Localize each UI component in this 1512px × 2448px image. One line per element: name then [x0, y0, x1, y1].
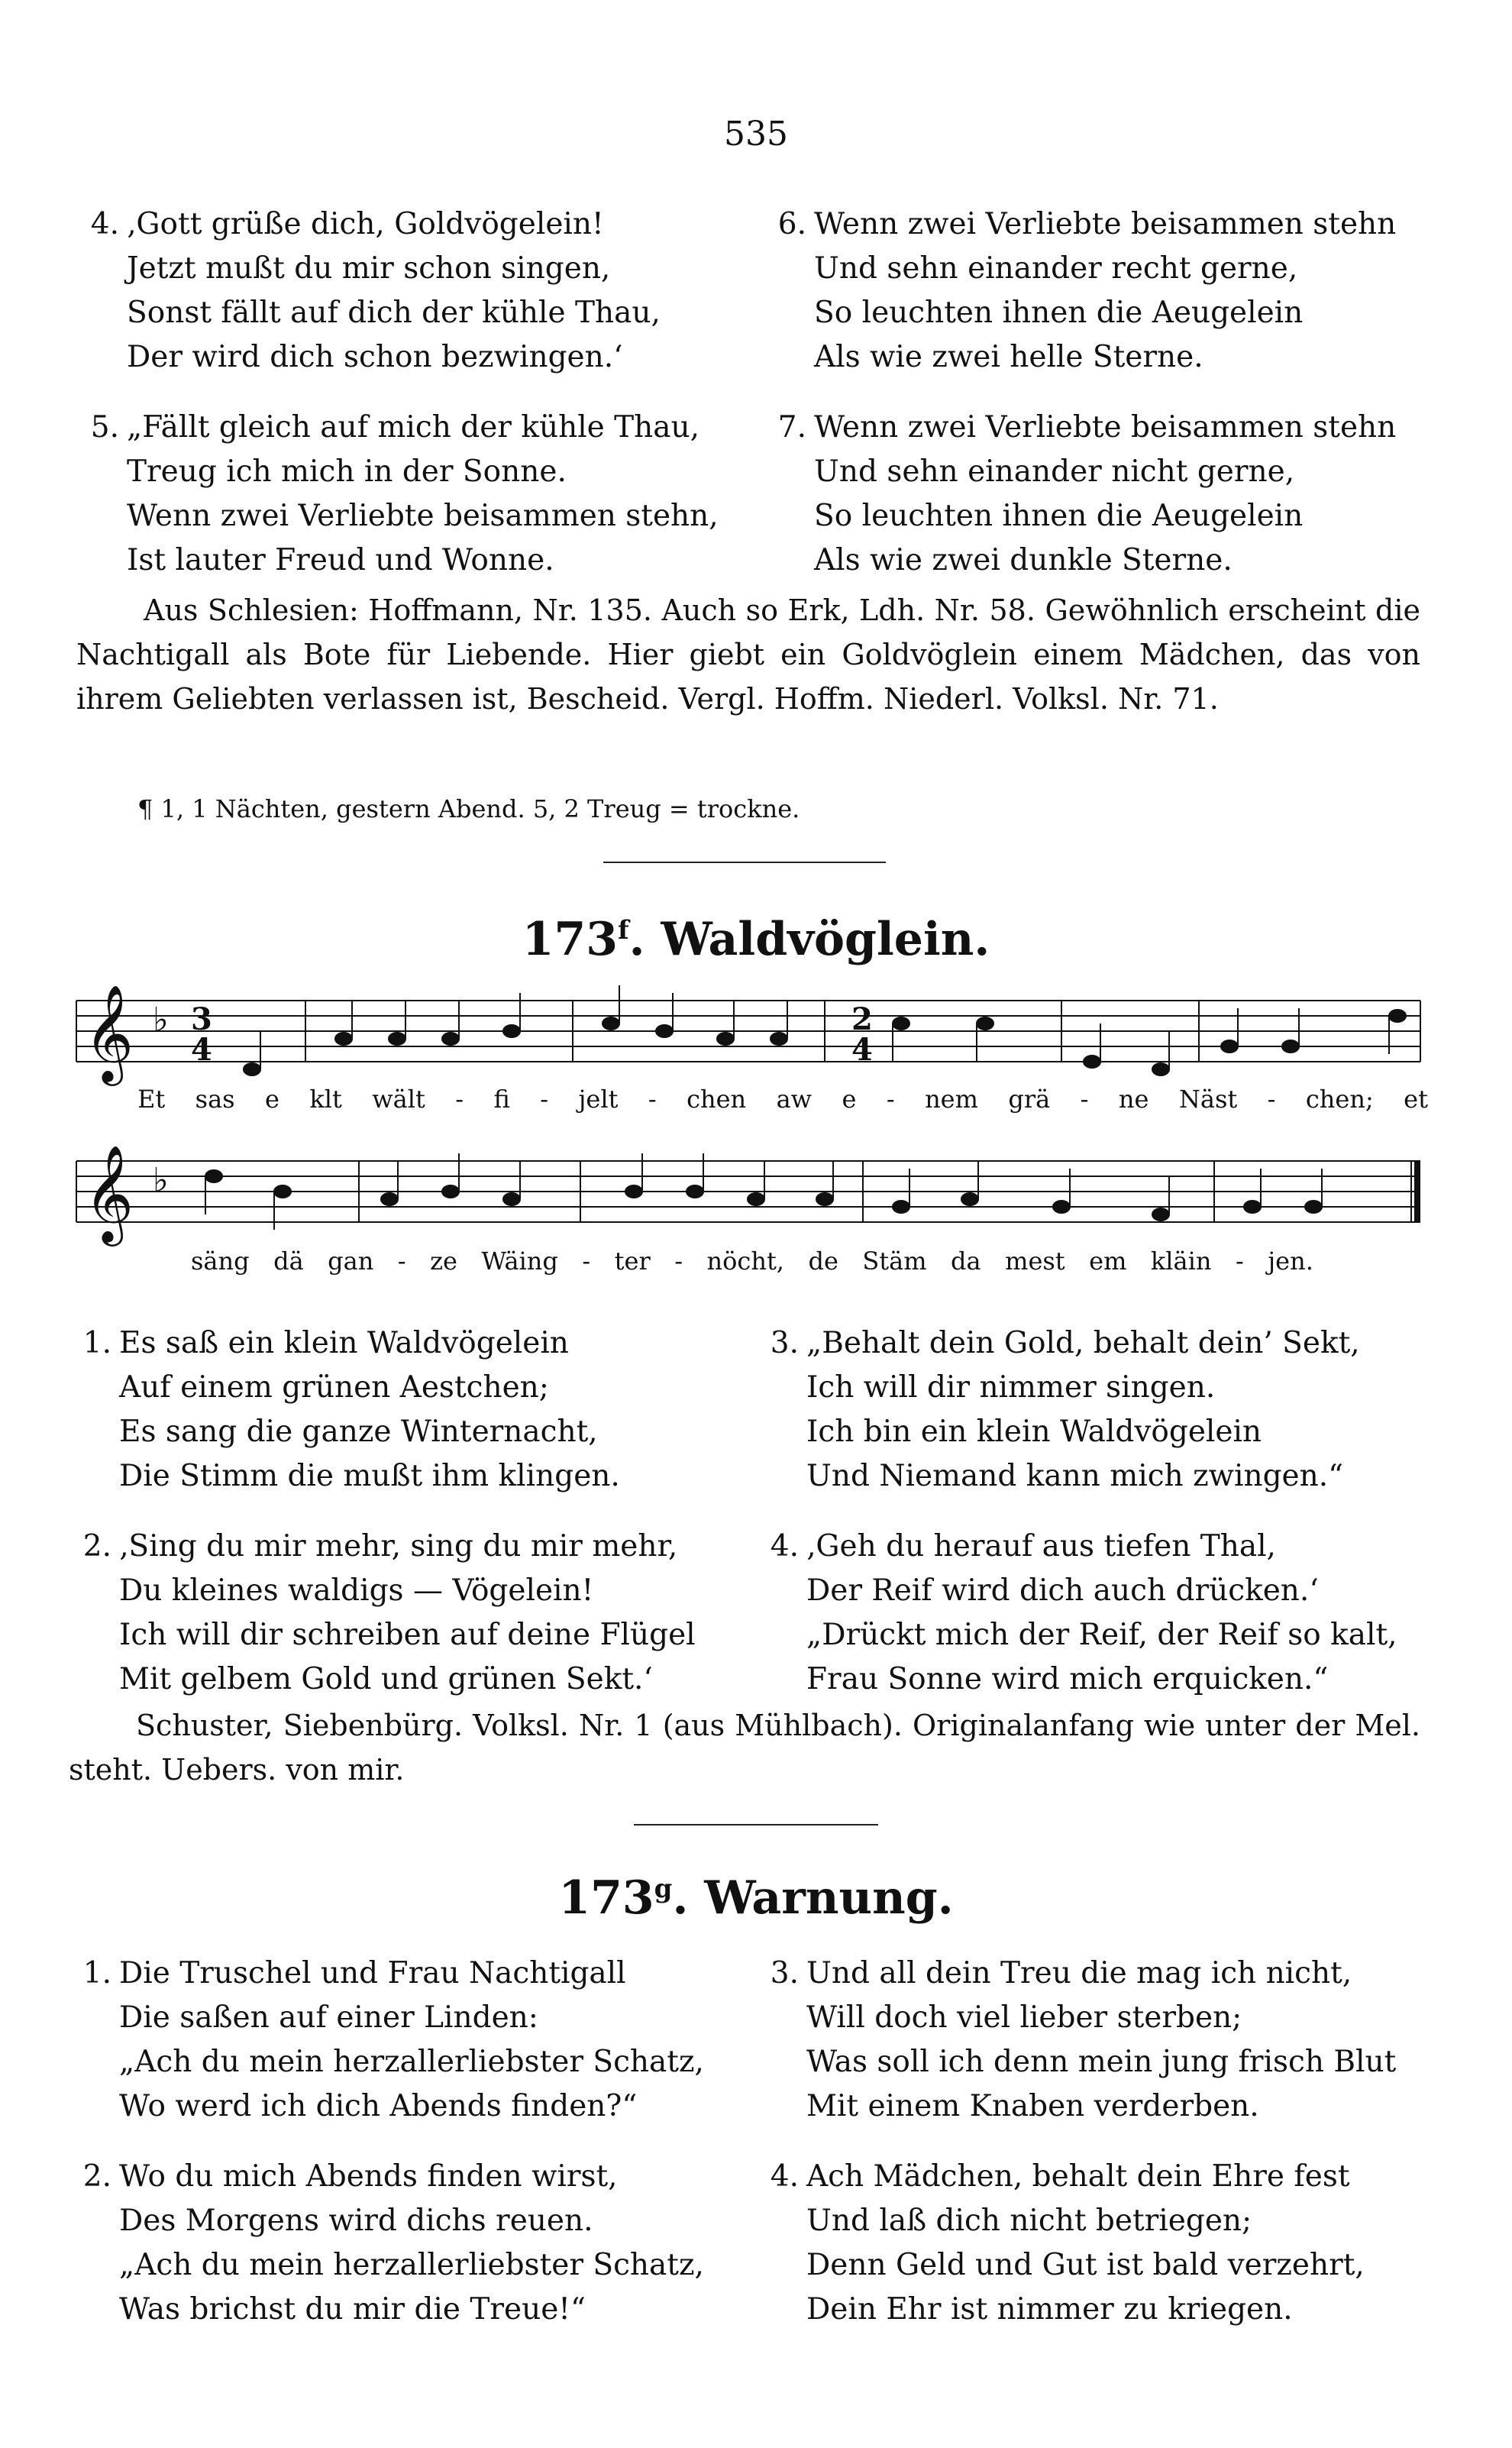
lyrics-line-1: Et sas e klt wält - fi - jelt - chen aw e - nem grä - ne Näst - chen; et — [137, 1085, 1428, 1114]
section2-right-column — [756, 1321, 1397, 1728]
stanza-number: 1. — [82, 1326, 111, 1360]
stanza-4: 4. Ach Mädchen, behalt dein Ehre fest Und laß dich nicht betriegen; Denn Geld und Gut ist bald verzehrt, Dein Ehr ist nimmer zu kriegen. — [756, 2155, 1396, 2332]
source-note-2: Schuster, Siebenbürg. Volksl. Nr. 1 (aus Mühlbach). Originalanfang wie unter der Mel. steht. Uebers. von mir. — [69, 1709, 1420, 1787]
verse-line: Und sehn einander recht gerne, — [814, 251, 1298, 286]
stanza-6 — [764, 202, 1396, 380]
lyrics-line-2: säng dä gan - ze Wäing - ter - nöcht, de Stäm da mest em kläin - jen. — [191, 1247, 1313, 1276]
stanza-1: 1. Die Truschel und Frau Nachtigall Die saßen auf einer Linden: „Ach du mein herzallerliebster Schatz, Wo werd ich dich Abends finden?“ — [69, 1952, 704, 2129]
svg-text:♭: ♭ — [153, 1161, 169, 1200]
stanza-number: 1. — [82, 1956, 111, 1990]
footnote: ¶ 1, 1 Nächten, gestern Abend. 5, 2 Treug = trockne. — [137, 794, 800, 823]
song-title-173f: 173$^f$. Waldvöglein. — [522, 913, 990, 966]
verse-line: Jetzt mußt du mir schon singen, — [127, 251, 611, 286]
stanza-number: 2. — [82, 2159, 111, 2194]
stanza-number: 7. — [777, 410, 806, 445]
verse-line: Treug ich mich in der Sonne. — [127, 454, 567, 489]
time-signature-numerator: 3 — [191, 1001, 212, 1037]
verse-line: Sonst fällt auf dich der kühle Thau, — [127, 296, 661, 330]
verse-line: Und sehn einander nicht gerne, — [814, 454, 1295, 489]
stanza-number: 6. — [777, 207, 806, 241]
section1-left-column — [76, 202, 719, 609]
song-title-text: Waldvöglein. — [661, 913, 990, 966]
section3-left-column — [69, 1952, 704, 2358]
verse-line: 6. Wenn zwei Verliebte beisammen stehn — [764, 202, 1396, 247]
section1-right-column — [764, 202, 1396, 609]
verse-line: 4. ‚Gott grüße dich, Goldvögelein! — [76, 202, 719, 247]
stanza-number: 4. — [770, 2159, 799, 2194]
divider — [634, 1824, 878, 1825]
stanza-number: 3. — [770, 1956, 799, 1990]
stanza-4: 4. ‚Geh du herauf aus tiefen Thal, Der Reif wird dich auch drücken.‘ „Drückt mich der Reif, der Reif so kalt, Frau Sonne wird mich erquicken.“ — [756, 1525, 1397, 1702]
stanza-2: 2. Wo du mich Abends finden wirst, Des Morgens wird dichs reuen. „Ach du mein herzallerliebster Schatz, Was brichst du mir die Treue!“ — [69, 2155, 704, 2332]
stanza-number: 3. — [770, 1326, 799, 1360]
divider — [603, 862, 886, 863]
svg-text:4: 4 — [851, 1032, 873, 1068]
stanza-number: 4. — [770, 1529, 799, 1564]
stanza-7 — [764, 406, 1396, 583]
verse-line: Als wie zwei dunkle Sterne. — [814, 543, 1233, 577]
svg-text:𝄞: 𝄞 — [84, 985, 134, 1082]
verse-line: 7. Wenn zwei Verliebte beisammen stehn — [764, 406, 1396, 450]
section2-left-column — [69, 1321, 696, 1728]
svg-text:𝄞: 𝄞 — [84, 1146, 134, 1242]
verse-line: Ist lauter Freud und Wonne. — [127, 543, 554, 577]
time-signature-denominator: 4 — [191, 1032, 212, 1068]
svg-text:♭: ♭ — [153, 1001, 169, 1040]
source-note-1: Aus Schlesien: Hoffmann, Nr. 135. Auch so Erk, Ldh. Nr. 58. Gewöhnlich erscheint die Nachtigall als Bote für Liebende. Hier giebt ein Goldvöglein einem Mädchen, das von ihrem Geliebten verlassen ist, Bescheid. Vergl. Hoffm. Niederl. Volksl. Nr. 71. — [76, 593, 1420, 716]
stanza-number: 5. — [90, 410, 119, 445]
stanza-4 — [76, 202, 719, 380]
section3-right-column — [756, 1952, 1396, 2358]
stanza-1: 1. Es saß ein klein Waldvögelein Auf einem grünen Aestchen; Es sang die ganze Winternacht, Die Stimm die mußt ihm klingen. — [69, 1321, 696, 1499]
verse-line: So leuchten ihnen die Aeugelein — [814, 296, 1304, 330]
verse-line: Der wird dich schon bezwingen.‘ — [127, 340, 623, 374]
verse-line: So leuchten ihnen die Aeugelein — [814, 499, 1304, 533]
stanza-3: 3. „Behalt dein Gold, behalt dein’ Sekt, Ich will dir nimmer singen. Ich bin ein klein Waldvögelein Und Niemand kann mich zwingen.“ — [756, 1321, 1397, 1499]
page-number: 535 — [724, 115, 788, 154]
stanza-number: 4. — [90, 207, 119, 241]
verse-line: Wenn zwei Verliebte beisammen stehn, — [127, 499, 719, 533]
song-title-text: Warnung. — [704, 1871, 954, 1925]
svg-text:2: 2 — [851, 1001, 873, 1037]
stanza-2: 2. ‚Sing du mir mehr, sing du mir mehr, Du kleines waldigs — Vögelein! Ich will dir schreiben auf deine Flügel Mit gelbem Gold und grünen Sekt.‘ — [69, 1525, 696, 1702]
stanza-5 — [76, 406, 719, 583]
verse-line: 5. „Fällt gleich auf mich der kühle Thau, — [76, 406, 719, 450]
song-title-173g: 173$^g$. Warnung. — [558, 1871, 954, 1925]
stanza-3: 3. Und all dein Treu die mag ich nicht, Will doch viel lieber sterben; Was soll ich denn mein jung frisch Blut Mit einem Knaben verderben. — [756, 1952, 1396, 2129]
stanza-number: 2. — [82, 1529, 111, 1564]
verse-line: Als wie zwei helle Sterne. — [814, 340, 1203, 374]
